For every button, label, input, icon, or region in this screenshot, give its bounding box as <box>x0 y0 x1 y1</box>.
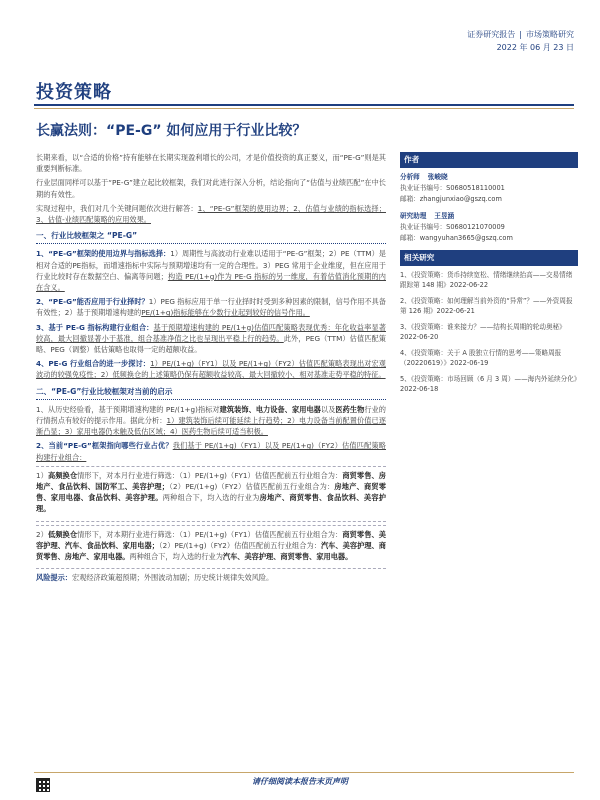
intro-paragraph-2: 行业层面同样可以基于“PE-G”建立起比较框架，我们对此进行深入分析，结论指向了“估值与业绩匹配”在中长期的有效性。 <box>36 178 386 199</box>
high-prosperity-item: 1）高频换仓情形下，对本月行业进行筛选：（1）PE/(1+g)（FY1）估值匹配前五行业组合为：商贸零售、房地产、食品饮料、国防军工、美容护理；（2）PE/(1+g)（FY2）估值匹配前五行业组合为：房地产、商贸零售、家用电器、食品饮料、美容护理。两种组合下，均入选的行业为房地产、商贸零售、食品饮料、美容护理。 <box>36 470 386 514</box>
author-2: 研究助理 王昱涵 <box>400 212 455 220</box>
report-type: 证券研究报告 <box>467 30 516 39</box>
related-report-1[interactable]: 1、《投资策略：货币持续宽松、情绪继续抬高——交易情绪跟踪第 148 期》2022-06-22 <box>400 271 573 289</box>
author-1: 分析师 张峻晓 <box>400 173 448 181</box>
point-5: 1、从历史经验看，基于预期增速构建的 PE/(1+g)指标对建筑装饰、电力设备、家用电器以及医药生物行业的行情拐点有较好的提示作用。据此分析：1）建筑装饰后续可能延续上行趋势；2）电力设备当前配置价值已逐渐凸显；3）家用电器仍未触及低估区域；4）医药生物后续可适当积极。 <box>36 404 386 437</box>
header-divider-accent <box>34 108 574 109</box>
low-prosperity-box <box>36 525 386 570</box>
sidebar <box>400 152 578 400</box>
section-heading-1: 一、行业比较框架之 “PE-G” <box>36 230 386 244</box>
related-report-5[interactable]: 5、《投资策略：市场回顾（6 月 3 周）——海内外延续分化》2022-06-18 <box>400 375 578 393</box>
point-4: 4、PE-G 行业组合的进一步探讨：1）PE/(1+g)（FY1）以及 PE/(1+g)（FY2）估值匹配策略表现出对宏观波动的较强免疫性；2）低频换仓的上述策略仍保有超额收益较高、最大回撤较小、相对基准走势平稳的特征。 <box>36 359 386 380</box>
intro-paragraph-3: 实现过程中，我们对几个关键问题依次进行解答：1、“PE-G”框架的使用边界；2、估值与业绩的指标选择；3、估值-业绩匹配策略的应用效果。 <box>36 203 386 225</box>
risk-warning: 风险提示：宏观经济政策超预期；外围波动加剧；历史统计规律失效风险。 <box>36 573 274 583</box>
report-header-meta: 证券研究报告 | 市场策略研究 2022 年 06 月 23 日 <box>467 30 574 52</box>
main-column <box>36 152 386 587</box>
section-heading-2: 二、“PE-G”行业比较框架对当前的启示 <box>36 386 386 400</box>
point-1: 1、“PE-G”框架的使用边界与指标选择：1）周期性与高波动行业难以适用于“PE-G”框架；2）PE（TTM）是相对合适的PE指标，而增速指标中实际与预期增速均有一定的合理性。3）PEG 常用于企业维度，但在应用于行业比较时存在数据空白、偏离等问题；构造 PE/(1+g)作为 PE-G 指标的另一维度，有着估值消化预期的内在含义。 <box>36 249 386 293</box>
header-divider <box>34 104 574 106</box>
author-2-cert: 执业证书编号：S0680121070009 <box>400 223 505 231</box>
point-2: 2、“PE-G”能否应用于行业择时？1）PEG 指标应用于单一行业择时时受到多种因素的限制，信号作用不具备有效性；2）基于预期增速构建的PE/(1+g)指标能够在少数行业起到较好的信号作用。 <box>36 297 386 318</box>
footer-disclaimer: 请仔细阅读本报告末页声明 <box>252 777 348 786</box>
related-heading: 相关研究 <box>400 250 578 266</box>
related-report-3[interactable]: 3、《投资策略：谁来接力？——结构长周期的轮动奥秘》2022-06-20 <box>400 323 566 341</box>
low-prosperity-item: 2）低频换仓情形下，对本期行业进行筛选：（1）PE/(1+g)（FY1）估值匹配前五行业组合为：商贸零售、美容护理、汽车、食品饮料、家用电器；（2）PE/(1+g)（FY2）估值匹配前五行业组合为：汽车、美容护理、商贸零售、房地产、家用电器。两种组合下，均入选的行业为汽车、美容护理、商贸零售、家用电器。 <box>36 529 386 562</box>
author-2-email[interactable]: 邮箱：wangyuhan3665@gszq.com <box>400 234 513 242</box>
report-title: 长赢法则：“PE-G” 如何应用于行业比较？ <box>36 123 307 139</box>
related-report-2[interactable]: 2、《投资策略：如何理解当前外资的“异常”？——外资周报第 126 期》2022-06-21 <box>400 297 573 315</box>
report-date: 2022 年 06 月 23 日 <box>496 43 574 52</box>
column-title: 投资策略 <box>36 82 112 103</box>
point-3: 3、基于 PE-G 指标构建行业组合：基于预期增速构建的 PE/(1+g)估值匹配策略表现优秀：年化收益率显著较高，最大回撤显著小于基准，组合基准净值之比也呈现出平稳上行的趋势。此外，PEG（TTM）估值匹配策略、PEG（调整）低估策略也取得一定的超额收益。 <box>36 322 386 355</box>
related-report-4[interactable]: 4、《投资策略：关于 A 股独立行情的思考——策略周报（20220619）》2022-06-19 <box>400 349 562 367</box>
footer-divider <box>34 772 574 773</box>
intro-paragraph-1: 长期来看，以“合适的价格”持有能够在长期实现盈利增长的公司，才是价值投资的真正要义，而“PE-G”则是其重要判断标准。 <box>36 153 386 174</box>
author-1-cert: 执业证书编号：S0680518110001 <box>400 184 505 192</box>
point-6: 2、当前“PE-G”框架指向哪些行业占优？我们基于 PE/(1+g)（FY1）以及 PE/(1+g)（FY2）估值匹配策略构建行业组合： <box>36 441 386 462</box>
report-category: 市场策略研究 <box>526 30 574 39</box>
high-prosperity-box <box>36 466 386 522</box>
authors-heading: 作者 <box>400 152 578 168</box>
author-1-email[interactable]: 邮箱：zhangjunxiao@gszq.com <box>400 195 502 203</box>
